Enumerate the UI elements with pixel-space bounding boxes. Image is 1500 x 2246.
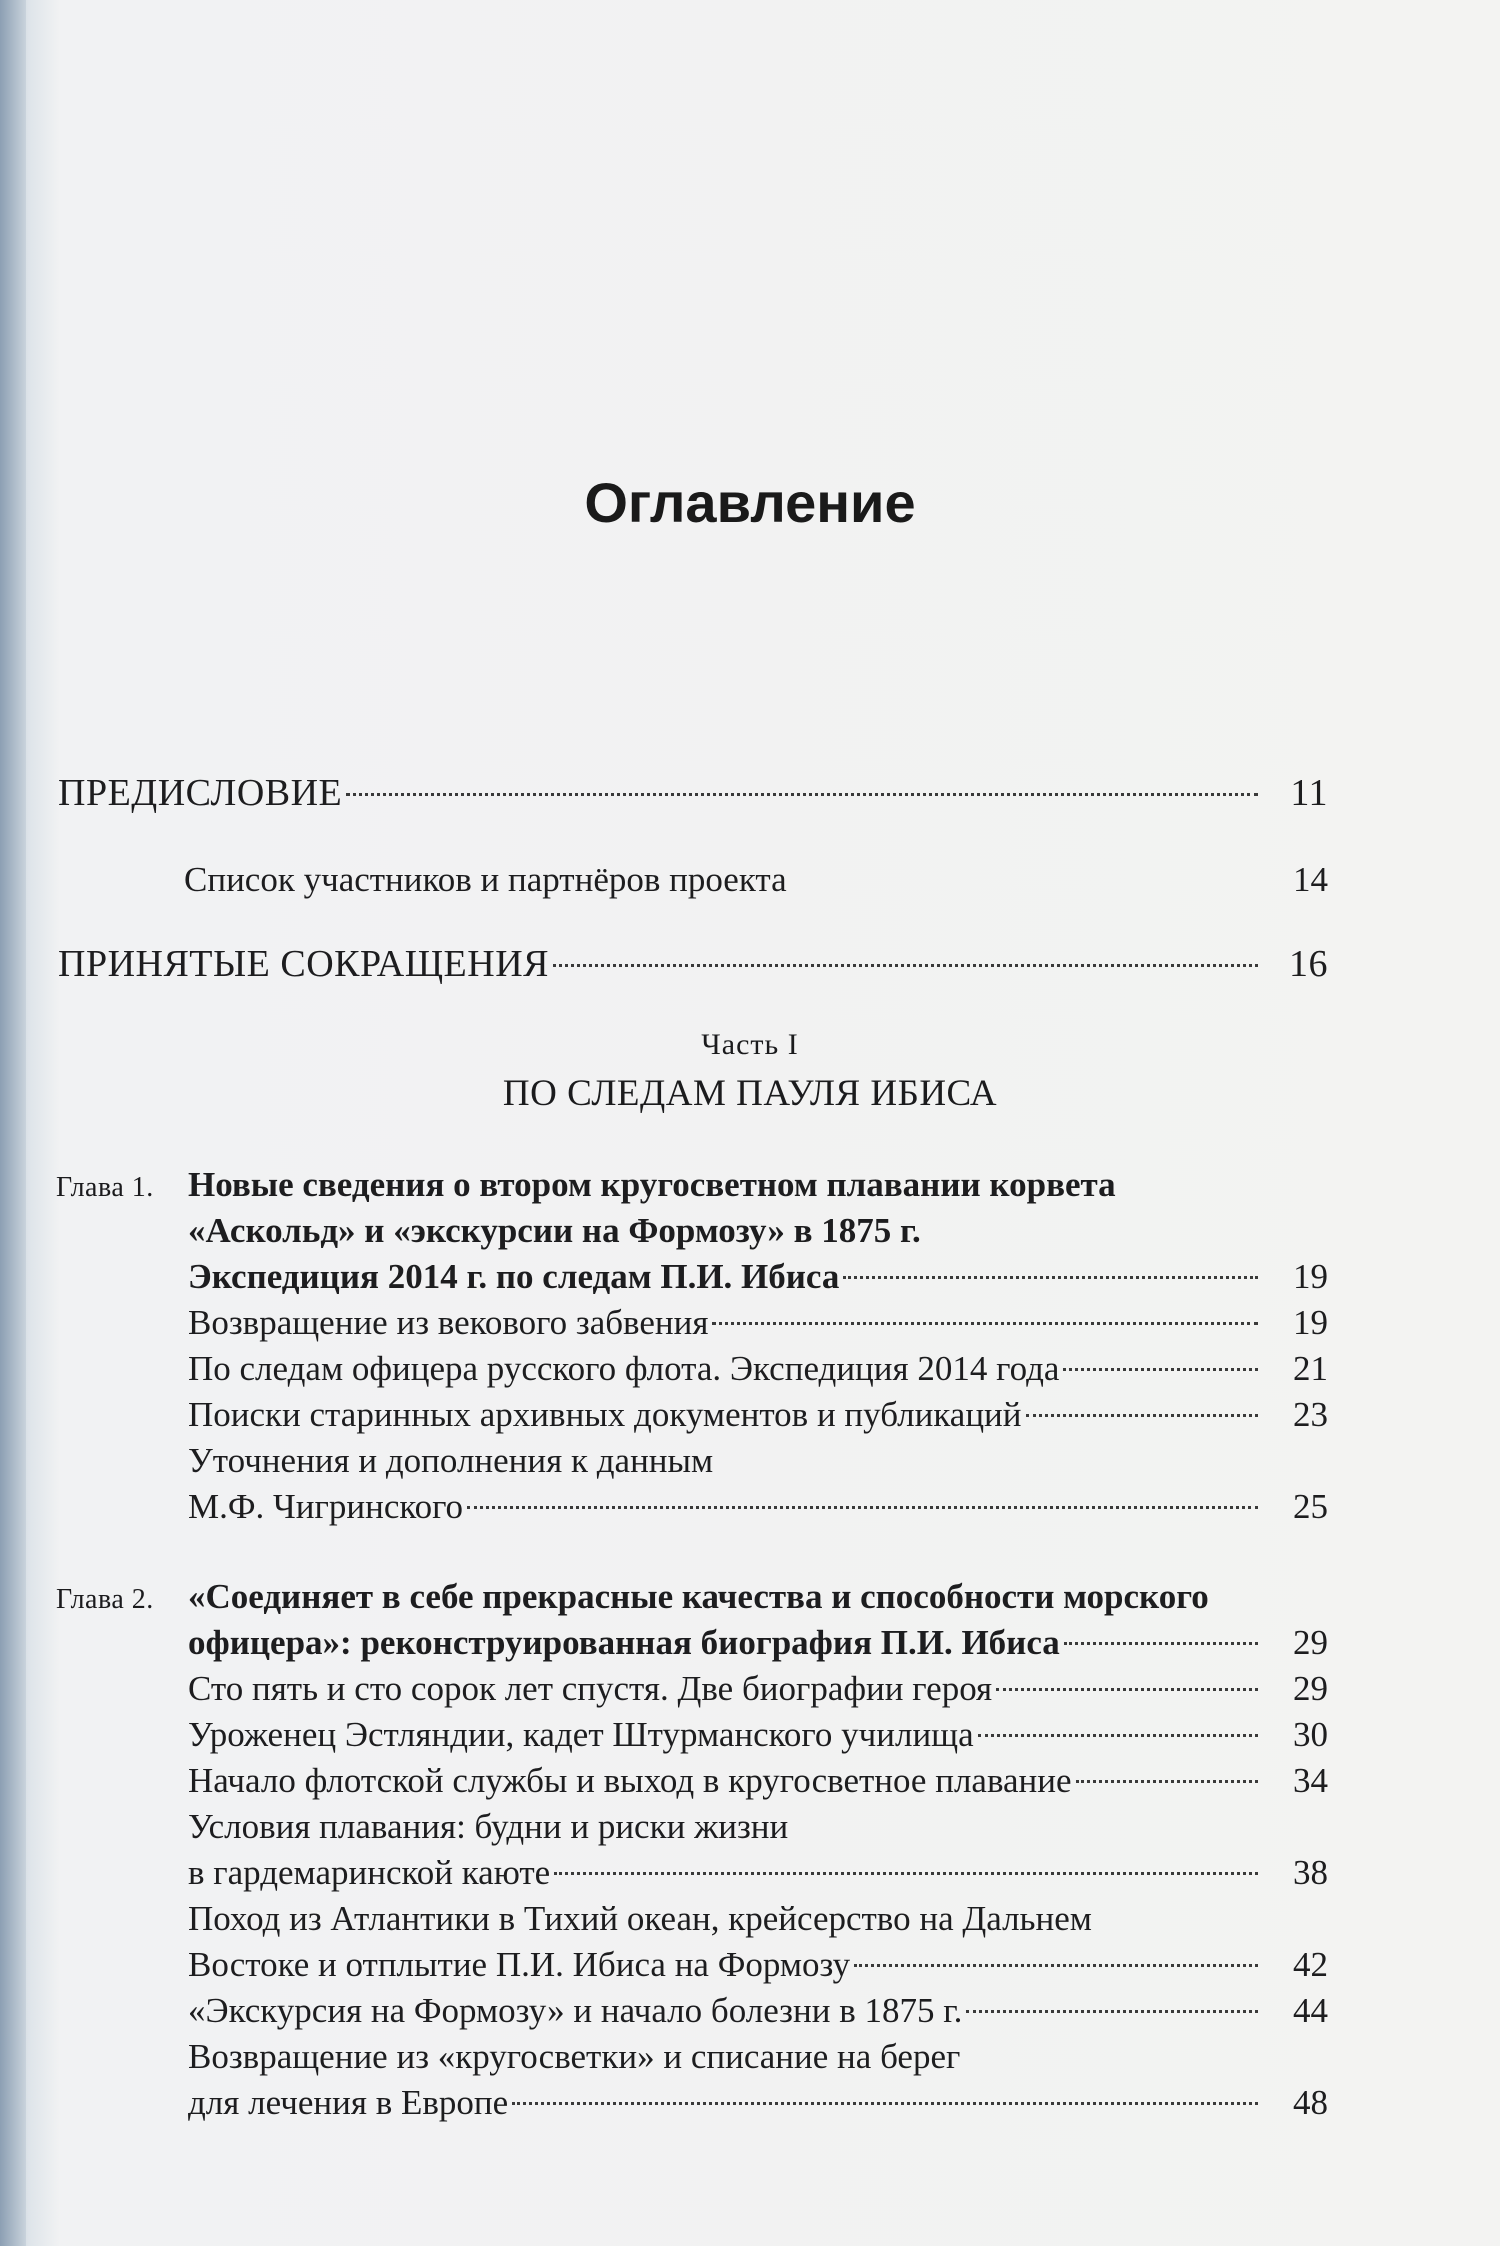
section-text-line: Условия плавания: будни и риски жизни <box>188 1807 789 1846</box>
toc-page-number: 25 <box>1293 1487 1328 1526</box>
section-text: М.Ф. Чигринского <box>188 1487 464 1526</box>
section-text: для лечения в Европе <box>188 2083 509 2122</box>
chapter-title-line: «Аскольд» и «экскурсии на Формозу» в 1875 г. <box>188 1211 921 1250</box>
toc-page-number: 38 <box>1293 1853 1328 1892</box>
toc-page-number: 29 <box>1293 1623 1328 1662</box>
book-spine-shadow <box>0 0 26 2246</box>
dot-leader <box>346 793 1258 796</box>
toc-page-number: 19 <box>1293 1303 1328 1342</box>
dot-leader <box>996 1688 1258 1691</box>
dot-leader <box>553 964 1258 967</box>
chapter-title-line: Новые сведения о втором кругосветном плавании корвета <box>188 1165 1116 1204</box>
toc-section <box>188 1942 1328 1988</box>
section-text: в гардемаринской каюте <box>188 1853 551 1892</box>
toc-page-number: 48 <box>1293 2083 1328 2122</box>
toc-section <box>188 1988 1328 2034</box>
toc-page-number: 30 <box>1293 1715 1328 1754</box>
dot-leader <box>791 879 1258 882</box>
toc-page-number: 14 <box>1293 860 1328 899</box>
section-text: Сто пять и сто сорок лет спустя. Две биографии героя <box>188 1669 993 1708</box>
dot-leader <box>712 1322 1258 1325</box>
part-title: ПО СЛЕДАМ ПАУЛЯ ИБИСА <box>502 1073 998 1114</box>
toc-section <box>188 1758 1328 1804</box>
toc-entry-participants <box>184 857 1328 903</box>
toc-page-number: 23 <box>1293 1395 1328 1434</box>
toc-section <box>188 1392 1328 1438</box>
dot-leader <box>978 1734 1258 1737</box>
dot-leader <box>1076 1780 1258 1783</box>
chapter-1-label: Глава 1. <box>56 1172 154 1203</box>
chapter-title-line: офицера»: реконструированная биография П.И. Ибиса <box>188 1623 1060 1662</box>
section-text-line: Поход из Атлантики в Тихий океан, крейсерство на Дальнем <box>188 1899 1092 1938</box>
chapter-2-label: Глава 2. <box>56 1584 154 1615</box>
dot-leader <box>554 1872 1258 1875</box>
toc-page-number: 44 <box>1293 1991 1328 2030</box>
dot-leader <box>1026 1414 1258 1417</box>
section-text: Востоке и отплытие П.И. Ибиса на Формозу <box>188 1945 851 1984</box>
toc-page-number: 11 <box>1290 772 1328 814</box>
dot-leader <box>1063 1368 1258 1371</box>
chapter-1-block <box>188 1162 1328 1530</box>
toc-section <box>188 1484 1328 1530</box>
dot-leader <box>966 2010 1258 2013</box>
toc-page-number: 29 <box>1293 1669 1328 1708</box>
section-text: Возвращение из векового забвения <box>188 1303 709 1342</box>
section-text: По следам офицера русского флота. Экспедиция 2014 года <box>188 1349 1060 1388</box>
dot-leader <box>843 1276 1258 1279</box>
toc-page-number: 16 <box>1289 943 1328 985</box>
toc-page-number: 42 <box>1293 1945 1328 1984</box>
toc-section <box>188 2080 1328 2126</box>
toc-entry-text: ПРИНЯТЫЕ СОКРАЩЕНИЯ <box>58 943 549 985</box>
toc-section <box>188 1712 1328 1758</box>
toc-section <box>188 1300 1328 1346</box>
toc-section <box>188 1666 1328 1712</box>
toc-page-number: 34 <box>1293 1761 1328 1800</box>
dot-leader <box>1064 1642 1258 1645</box>
toc-section <box>188 1346 1328 1392</box>
dot-leader <box>467 1506 1258 1509</box>
toc-page-number: 19 <box>1293 1257 1328 1296</box>
part-label: Часть I <box>701 1028 799 1061</box>
toc-page-number: 21 <box>1293 1349 1328 1388</box>
toc-entry-text: ПРЕДИСЛОВИЕ <box>58 772 343 814</box>
page-title: Оглавление <box>584 471 916 534</box>
chapter-2-block <box>188 1574 1328 2126</box>
section-text-line: Возвращение из «кругосветки» и списание на берег <box>188 2037 961 2076</box>
toc-entry-preface <box>58 770 1328 816</box>
section-text: «Экскурсия на Формозу» и начало болезни в 1875 г. <box>188 1991 963 2030</box>
toc-entry-text: Список участников и партнёров проекта <box>184 860 787 899</box>
toc-entry-abbreviations <box>58 941 1328 987</box>
toc-section <box>188 1850 1328 1896</box>
section-text-line: Уточнения и дополнения к данным <box>188 1441 714 1480</box>
dot-leader <box>512 2102 1258 2105</box>
section-text: Уроженец Эстляндии, кадет Штурманского училища <box>188 1715 974 1754</box>
section-text: Начало флотской службы и выход в кругосветное плавание <box>188 1761 1072 1800</box>
chapter-title-line: Экспедиция 2014 г. по следам П.И. Ибиса <box>188 1257 840 1296</box>
chapter-title-line: «Соединяет в себе прекрасные качества и способности морского <box>188 1577 1209 1616</box>
dot-leader <box>854 1964 1258 1967</box>
section-text: Поиски старинных архивных документов и публикаций <box>188 1395 1022 1434</box>
